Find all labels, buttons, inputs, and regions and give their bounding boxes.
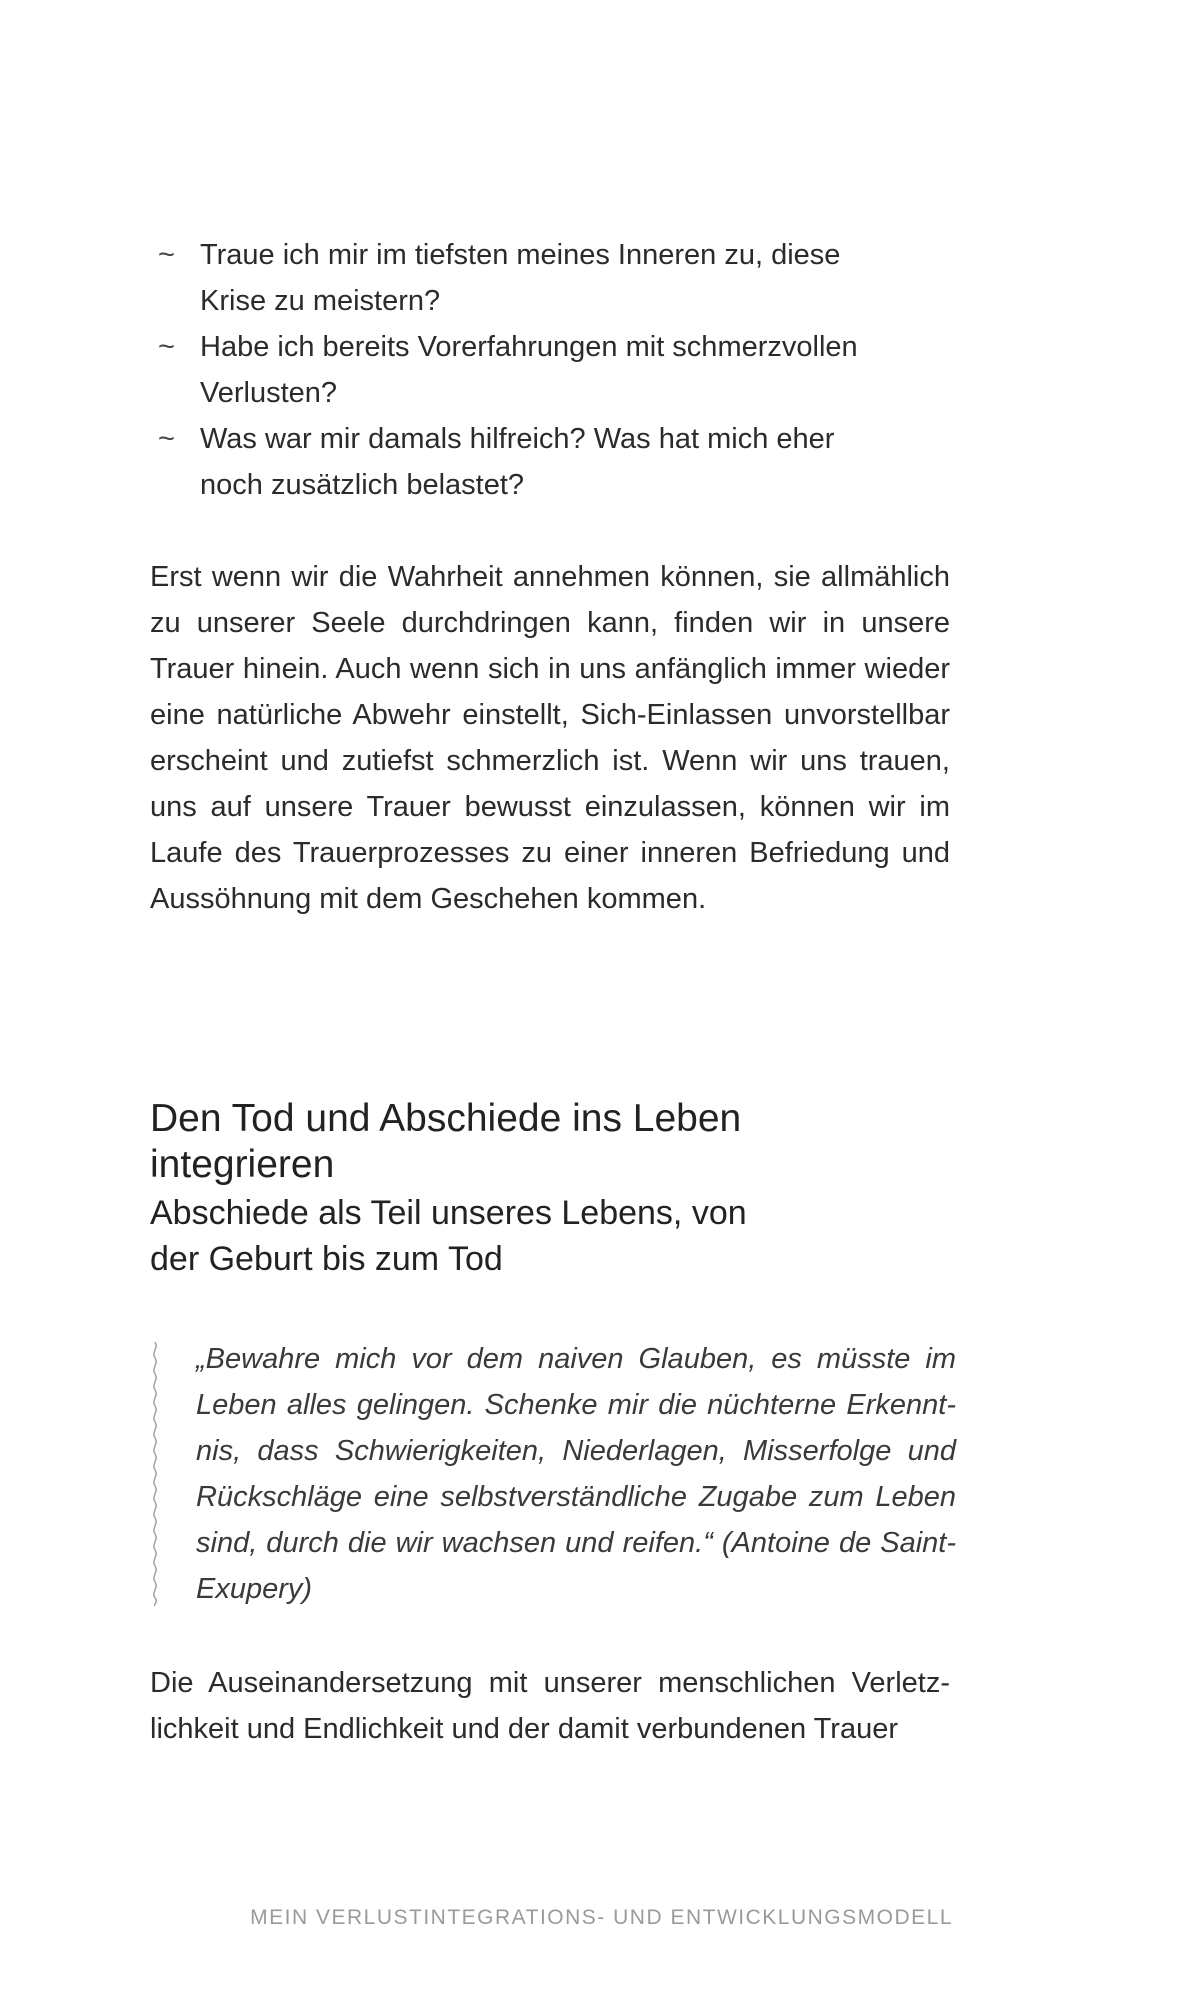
running-footer: MEIN VERLUSTINTEGRATIONS- UND ENTWICKLUNGSMODELL: [250, 1906, 953, 1929]
quote-block: [150, 1336, 960, 1616]
section-heading: Den Tod und Abschiede ins Leben integrieren: [150, 1097, 742, 1186]
section-subheading: Abschiede als Teil unseres Lebens, von der Geburt bis zum Tod: [150, 1194, 747, 1278]
tilde-bullet-icon: ~: [158, 423, 175, 455]
tilde-bullet-icon: ~: [158, 331, 175, 363]
body-paragraph-2: Die Auseinandersetzung mit unserer menschlichen Verletzlichkeit und Endlichkeit und der damit verbundenen Trauer: [150, 1667, 950, 1745]
list-item: [150, 324, 900, 416]
list-item-text: Traue ich mir im tiefsten meines Inneren zu, diese Krise zu meistern?: [200, 239, 841, 317]
tilde-bullet-icon: ~: [158, 239, 175, 271]
list-item-text: Habe ich bereits Vorerfahrungen mit schmerzvollen Verlusten?: [200, 331, 858, 409]
wavy-quote-line-icon: [150, 1342, 160, 1606]
list-item: [150, 232, 900, 324]
list-item: [150, 416, 900, 508]
quote-text: „Bewahre mich vor dem naiven Glauben, es müsste im Leben alles gelingen. Schenke mir die nüchterne Erkenntnis, dass Schwierigkeiten, Niederlagen, Misserfolge und Rückschläge eine selbstverständliche Zugabe zum Leben sind, durch die wir wachsen und reifen.“ (Antoine de Saint-Exupery): [196, 1343, 956, 1605]
question-list: [150, 232, 950, 508]
body-paragraph-1: Erst wenn wir die Wahrheit annehmen können, sie allmählich zu unserer Seele durchdringen kann, finden wir in unsere Trauer hinein. Auch wenn sich in uns anfänglich immer wieder eine natürliche Abwehr einstellt, Sich-Einlassen unvorstellbar erscheint und zutiefst schmerzlich ist. Wenn wir uns trauen, uns auf unsere Trauer bewusst einzulassen, können wir im Laufe des Trauerprozesses zu einer inneren Befriedung und Aussöhnung mit dem Geschehen kommen.: [150, 561, 950, 915]
list-item-text: Was war mir damals hilfreich? Was hat mich eher noch zusätzlich belastet?: [200, 423, 835, 501]
